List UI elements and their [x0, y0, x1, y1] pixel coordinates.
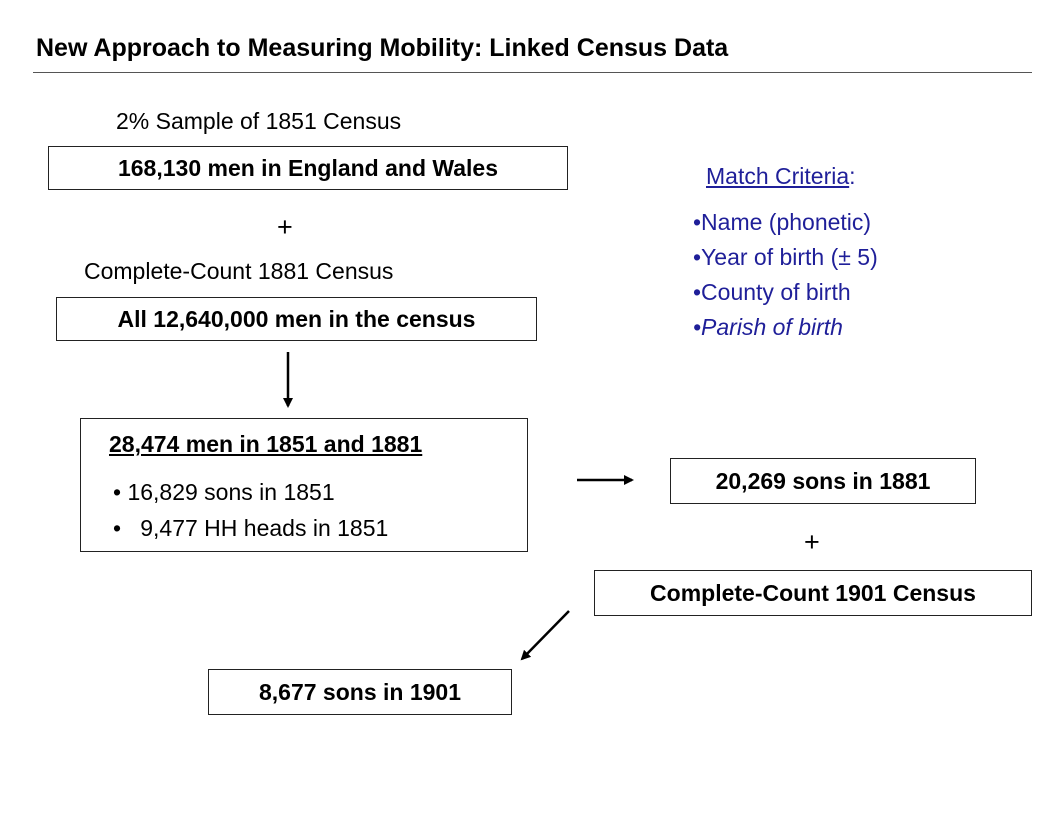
sons-1901-box: 8,677 sons in 1901 — [208, 669, 512, 715]
criteria-item-name: •Name (phonetic) — [693, 209, 872, 235]
complete-1881-label: Complete-Count 1881 Census — [84, 258, 394, 284]
complete-1901-box: Complete-Count 1901 Census — [594, 570, 1032, 616]
plus-sign-1: + — [277, 212, 293, 242]
sons-1881-box: 20,269 sons in 1881 — [670, 458, 976, 504]
sample-1851-label: 2% Sample of 1851 Census — [116, 108, 402, 134]
criteria-item-parish: •Parish of birth — [693, 314, 843, 340]
diagonal-arrow — [522, 611, 569, 659]
complete-1881-box: All 12,640,000 men in the census — [56, 297, 537, 341]
linked-men-heading: 28,474 men in 1851 and 1881 — [109, 431, 423, 457]
slide-title: New Approach to Measuring Mobility: Linked Census Data — [36, 34, 729, 62]
match-criteria-colon: : — [849, 163, 856, 189]
criteria-item-county: •County of birth — [693, 279, 851, 305]
sample-1851-box: 168,130 men in England and Wales — [48, 146, 568, 190]
match-criteria-title: Match Criteria — [706, 163, 850, 189]
plus-sign-2: + — [804, 527, 820, 557]
linked-bullet-heads: • 9,477 HH heads in 1851 — [113, 515, 389, 541]
criteria-item-year: •Year of birth (± 5) — [693, 244, 878, 270]
linked-bullet-sons: • 16,829 sons in 1851 — [113, 479, 335, 505]
